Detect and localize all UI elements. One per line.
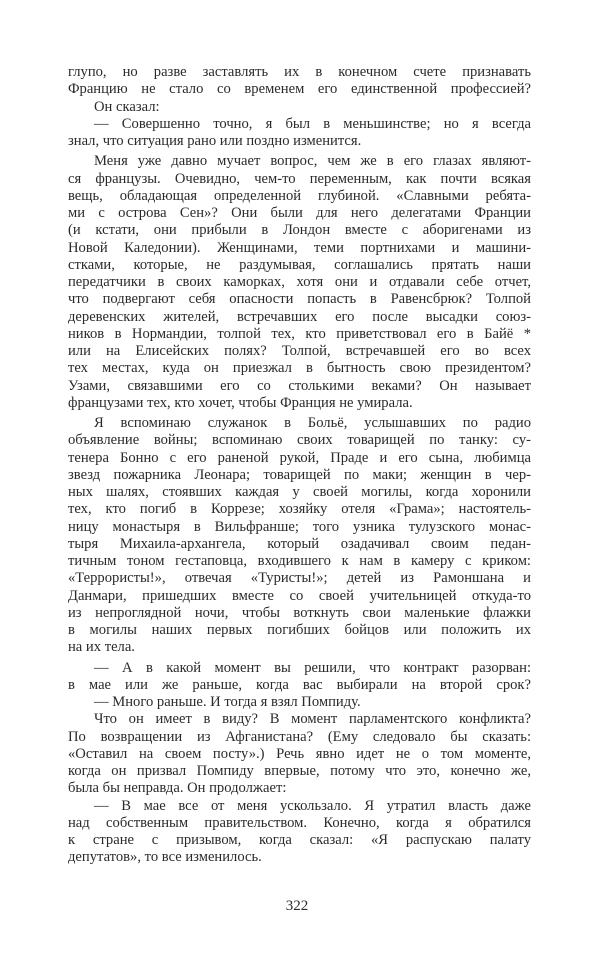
text-line: Что он имеет в виду? В момент парламентского конфликта?	[94, 711, 531, 728]
text-line: — В мае все от меня ускользало. Я утратил власть даже	[94, 797, 531, 814]
text-line: глупо, но разве заставлять их в конечном счете признавать	[68, 64, 531, 80]
text-line: Узами, связавшими его со столькими веками? Он называет	[68, 377, 531, 394]
text-line: из непроглядной ночи, чтобы воткнуть свои маленькие флажки	[68, 604, 531, 621]
text-line: стками, которые, не раздумывая, соглашались прятать наши	[68, 256, 531, 273]
text-line: (и кстати, они прибыли в Лондон вместе с аборигенами из	[68, 222, 531, 239]
text-line: «Террористы!», отвечая «Туристы!»; детей из Рамоншана и	[68, 570, 531, 587]
text-line: на их тела.	[68, 639, 135, 656]
text-line: — Совершенно точно, я был в меньшинстве; но я всегда	[94, 115, 531, 132]
text-line: — А в какой момент вы решили, что контракт разорван:	[94, 659, 531, 676]
text-line: ми с острова Сен»? Они были для него делегатами Франции	[68, 205, 531, 221]
text-line: Новой Каледонии). Женщинами, теми портнихами и машини-	[68, 239, 531, 256]
text-line: объявление войны; вспоминаю своих товарищей по танку: су-	[68, 432, 531, 449]
text-line: «Оставил на своем посту».) Речь явно идет не о том моменте,	[68, 745, 531, 762]
text-line: По возвращении из Афганистана? (Ему следовало бы сказать:	[68, 728, 531, 745]
page-number: 322	[285, 898, 309, 914]
text-line: Он сказал:	[94, 98, 160, 115]
text-line: ницу монастыря в Вильфранше; того узника тулузского монас-	[68, 518, 531, 535]
text-line: депутатов», то все изменилось.	[68, 849, 262, 866]
text-line: вещь, обладающая определенной глубиной. «Славными ребята-	[68, 187, 531, 204]
text-line: что подвергают себя опасности попасть в Равенсбрюк? Толпой	[68, 291, 531, 308]
text-line: Данмари, пришедших вместе со своей учительницей откуда-то	[68, 587, 531, 604]
page-body-text	[68, 64, 531, 867]
text-line: французами тех, кто хочет, чтобы Франция не умирала.	[68, 394, 413, 411]
text-line: тичным тоном гестаповца, входившего к нам в камеру с криком:	[68, 553, 531, 569]
text-line: — Много раньше. И тогда я взял Помпиду.	[94, 694, 361, 710]
text-line: передатчики в своих каморках, хотя они и отдавали себе отчет,	[68, 274, 531, 290]
text-line: деревенских жителей, встречавших его после высадки союз-	[68, 308, 531, 325]
text-line: в мае или же раньше, когда вас выбирали на второй срок?	[68, 676, 531, 693]
text-line: Я вспоминаю служанок в Больё, услышавших по радио	[94, 415, 531, 431]
text-line: звезд пожарника Леонара; товарищей по маки; женщин в чер-	[68, 466, 531, 483]
text-line: тенера Бонно с его раненой рукой, Праде и его сына, любимца	[68, 449, 531, 466]
text-line: над собственным правительством. Конечно, когда я обратился	[68, 814, 531, 831]
text-line: тыря Михаила-архангела, который озадачивал своим педан-	[68, 535, 531, 552]
text-line: Францию не стало со временем его единственной профессией?	[68, 81, 531, 98]
text-line: тех местах, куда он приезжал в бытность свою президентом?	[68, 360, 531, 377]
text-line: или на Елисейских полях? Толпой, встречавшей его во всех	[68, 343, 531, 359]
text-line: была бы неправда. Он продолжает:	[68, 780, 287, 797]
text-line: ся французы. Очевидно, чем-то переменным, как почти всякая	[68, 170, 531, 187]
text-line: ных шалях, стоявших каждая у своей могилы, когда хоронили	[68, 484, 531, 500]
text-line: к стране с призывом, когда сказал: «Я распускаю палату	[68, 832, 531, 848]
text-line: в могилы наших первых погибших бойцов или положить их	[68, 622, 531, 638]
text-line: знал, что ситуация рано или поздно изменится.	[68, 133, 362, 149]
text-line: ников в Нормандии, толпой тех, кто приветствовал его в Байё *	[68, 325, 531, 342]
text-line: когда он призвал Помпиду впервые, потому что это, конечно же,	[68, 763, 531, 779]
text-line: Меня уже давно мучает вопрос, чем же в его глазах являют-	[94, 153, 531, 170]
text-line: тех, кто погиб в Коррезе; хозяйку отеля «Грама»; настоятель-	[68, 501, 531, 518]
